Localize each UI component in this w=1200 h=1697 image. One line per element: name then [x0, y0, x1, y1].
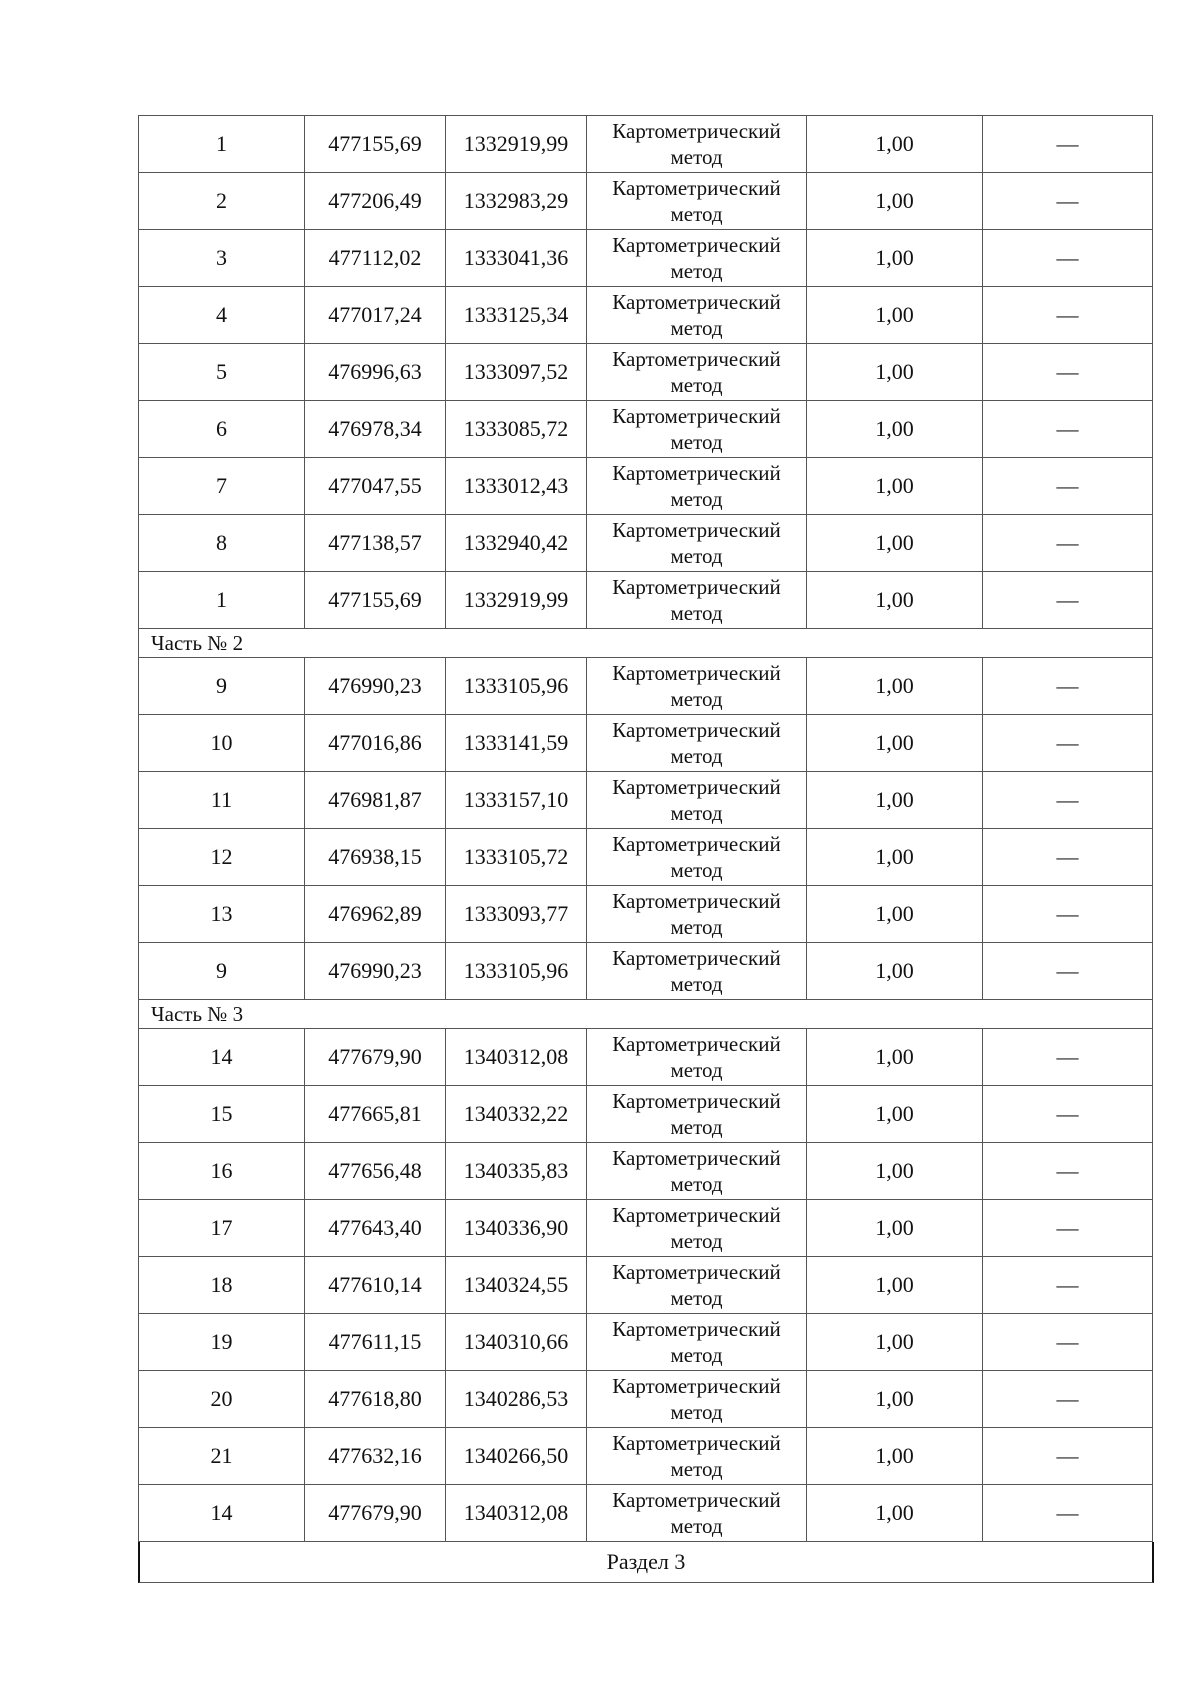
point-number-cell: 2	[139, 173, 305, 230]
document-page	[138, 115, 1152, 1583]
table-row	[139, 1029, 1153, 1086]
precision-cell: 1,00	[807, 1257, 983, 1314]
description-cell: —	[983, 1371, 1153, 1428]
y-coordinate-cell: 1340310,66	[446, 1314, 587, 1371]
table-row	[139, 1428, 1153, 1485]
description-cell: —	[983, 1257, 1153, 1314]
y-coordinate-cell: 1333097,52	[446, 344, 587, 401]
precision-cell: 1,00	[807, 173, 983, 230]
x-coordinate-cell: 476996,63	[305, 344, 446, 401]
y-coordinate-cell: 1332983,29	[446, 173, 587, 230]
method-cell: Картометрический метод	[587, 116, 807, 173]
method-cell: Картометрический метод	[587, 658, 807, 715]
x-coordinate-cell: 476978,34	[305, 401, 446, 458]
table-row	[139, 943, 1153, 1000]
table-row	[139, 715, 1153, 772]
x-coordinate-cell: 477206,49	[305, 173, 446, 230]
description-cell: —	[983, 886, 1153, 943]
method-cell: Картометрический метод	[587, 1257, 807, 1314]
x-coordinate-cell: 477047,55	[305, 458, 446, 515]
precision-cell: 1,00	[807, 943, 983, 1000]
precision-cell: 1,00	[807, 572, 983, 629]
x-coordinate-cell: 477618,80	[305, 1371, 446, 1428]
point-number-cell: 13	[139, 886, 305, 943]
method-cell: Картометрический метод	[587, 1314, 807, 1371]
y-coordinate-cell: 1332919,99	[446, 116, 587, 173]
point-number-cell: 20	[139, 1371, 305, 1428]
x-coordinate-cell: 476981,87	[305, 772, 446, 829]
point-number-cell: 11	[139, 772, 305, 829]
description-cell: —	[983, 772, 1153, 829]
method-cell: Картометрический метод	[587, 230, 807, 287]
precision-cell: 1,00	[807, 1200, 983, 1257]
point-number-cell: 17	[139, 1200, 305, 1257]
precision-cell: 1,00	[807, 658, 983, 715]
description-cell: —	[983, 1314, 1153, 1371]
point-number-cell: 1	[139, 572, 305, 629]
point-number-cell: 10	[139, 715, 305, 772]
precision-cell: 1,00	[807, 1086, 983, 1143]
point-number-cell: 14	[139, 1485, 305, 1542]
precision-cell: 1,00	[807, 1314, 983, 1371]
precision-cell: 1,00	[807, 829, 983, 886]
precision-cell: 1,00	[807, 458, 983, 515]
table-row	[139, 230, 1153, 287]
method-cell: Картометрический метод	[587, 886, 807, 943]
y-coordinate-cell: 1332940,42	[446, 515, 587, 572]
y-coordinate-cell: 1333093,77	[446, 886, 587, 943]
table-row	[139, 572, 1153, 629]
method-cell: Картометрический метод	[587, 458, 807, 515]
y-coordinate-cell: 1333105,72	[446, 829, 587, 886]
method-cell: Картометрический метод	[587, 1086, 807, 1143]
method-cell: Картометрический метод	[587, 943, 807, 1000]
description-cell: —	[983, 572, 1153, 629]
y-coordinate-cell: 1340266,50	[446, 1428, 587, 1485]
x-coordinate-cell: 476990,23	[305, 943, 446, 1000]
method-cell: Картометрический метод	[587, 401, 807, 458]
y-coordinate-cell: 1333125,34	[446, 287, 587, 344]
table-row	[139, 658, 1153, 715]
part-label: Часть № 2	[139, 629, 1153, 658]
description-cell: —	[983, 1485, 1153, 1542]
x-coordinate-cell: 477155,69	[305, 572, 446, 629]
x-coordinate-cell: 476938,15	[305, 829, 446, 886]
point-number-cell: 7	[139, 458, 305, 515]
table-row	[139, 772, 1153, 829]
description-cell: —	[983, 230, 1153, 287]
description-cell: —	[983, 943, 1153, 1000]
description-cell: —	[983, 829, 1153, 886]
precision-cell: 1,00	[807, 344, 983, 401]
description-cell: —	[983, 458, 1153, 515]
method-cell: Картометрический метод	[587, 715, 807, 772]
method-cell: Картометрический метод	[587, 287, 807, 344]
part-header-row	[139, 629, 1153, 658]
x-coordinate-cell: 476990,23	[305, 658, 446, 715]
point-number-cell: 1	[139, 116, 305, 173]
x-coordinate-cell: 477611,15	[305, 1314, 446, 1371]
table-row	[139, 287, 1153, 344]
x-coordinate-cell: 476962,89	[305, 886, 446, 943]
y-coordinate-cell: 1340324,55	[446, 1257, 587, 1314]
description-cell: —	[983, 1200, 1153, 1257]
method-cell: Картометрический метод	[587, 1143, 807, 1200]
point-number-cell: 16	[139, 1143, 305, 1200]
description-cell: —	[983, 1428, 1153, 1485]
y-coordinate-cell: 1333085,72	[446, 401, 587, 458]
precision-cell: 1,00	[807, 287, 983, 344]
method-cell: Картометрический метод	[587, 1029, 807, 1086]
part-header-row	[139, 1000, 1153, 1029]
y-coordinate-cell: 1340336,90	[446, 1200, 587, 1257]
x-coordinate-cell: 477656,48	[305, 1143, 446, 1200]
x-coordinate-cell: 477665,81	[305, 1086, 446, 1143]
precision-cell: 1,00	[807, 401, 983, 458]
point-number-cell: 5	[139, 344, 305, 401]
point-number-cell: 15	[139, 1086, 305, 1143]
method-cell: Картометрический метод	[587, 1371, 807, 1428]
x-coordinate-cell: 477016,86	[305, 715, 446, 772]
precision-cell: 1,00	[807, 1428, 983, 1485]
x-coordinate-cell: 477643,40	[305, 1200, 446, 1257]
method-cell: Картометрический метод	[587, 515, 807, 572]
table-row	[139, 829, 1153, 886]
precision-cell: 1,00	[807, 116, 983, 173]
precision-cell: 1,00	[807, 230, 983, 287]
point-number-cell: 14	[139, 1029, 305, 1086]
precision-cell: 1,00	[807, 1029, 983, 1086]
method-cell: Картометрический метод	[587, 1428, 807, 1485]
point-number-cell: 19	[139, 1314, 305, 1371]
y-coordinate-cell: 1333105,96	[446, 943, 587, 1000]
y-coordinate-cell: 1333157,10	[446, 772, 587, 829]
section-footer: Раздел 3	[138, 1542, 1154, 1583]
y-coordinate-cell: 1340332,22	[446, 1086, 587, 1143]
point-number-cell: 9	[139, 943, 305, 1000]
description-cell: —	[983, 173, 1153, 230]
description-cell: —	[983, 715, 1153, 772]
method-cell: Картометрический метод	[587, 1200, 807, 1257]
y-coordinate-cell: 1340286,53	[446, 1371, 587, 1428]
y-coordinate-cell: 1332919,99	[446, 572, 587, 629]
y-coordinate-cell: 1340335,83	[446, 1143, 587, 1200]
method-cell: Картометрический метод	[587, 772, 807, 829]
table-row	[139, 401, 1153, 458]
description-cell: —	[983, 401, 1153, 458]
description-cell: —	[983, 1029, 1153, 1086]
method-cell: Картометрический метод	[587, 1485, 807, 1542]
y-coordinate-cell: 1333041,36	[446, 230, 587, 287]
y-coordinate-cell: 1340312,08	[446, 1485, 587, 1542]
table-row	[139, 1485, 1153, 1542]
method-cell: Картометрический метод	[587, 344, 807, 401]
x-coordinate-cell: 477679,90	[305, 1029, 446, 1086]
point-number-cell: 8	[139, 515, 305, 572]
table-row	[139, 1371, 1153, 1428]
table-row	[139, 515, 1153, 572]
table-row	[139, 1314, 1153, 1371]
coordinates-table	[138, 115, 1153, 1542]
table-row	[139, 458, 1153, 515]
y-coordinate-cell: 1340312,08	[446, 1029, 587, 1086]
precision-cell: 1,00	[807, 715, 983, 772]
table-row	[139, 1143, 1153, 1200]
precision-cell: 1,00	[807, 515, 983, 572]
coordinates-table-body	[139, 116, 1153, 1542]
table-row	[139, 116, 1153, 173]
table-row	[139, 1200, 1153, 1257]
x-coordinate-cell: 477155,69	[305, 116, 446, 173]
point-number-cell: 9	[139, 658, 305, 715]
description-cell: —	[983, 658, 1153, 715]
table-row	[139, 886, 1153, 943]
precision-cell: 1,00	[807, 772, 983, 829]
y-coordinate-cell: 1333012,43	[446, 458, 587, 515]
point-number-cell: 12	[139, 829, 305, 886]
x-coordinate-cell: 477138,57	[305, 515, 446, 572]
point-number-cell: 4	[139, 287, 305, 344]
description-cell: —	[983, 1086, 1153, 1143]
x-coordinate-cell: 477017,24	[305, 287, 446, 344]
description-cell: —	[983, 344, 1153, 401]
point-number-cell: 3	[139, 230, 305, 287]
x-coordinate-cell: 477632,16	[305, 1428, 446, 1485]
y-coordinate-cell: 1333141,59	[446, 715, 587, 772]
table-row	[139, 173, 1153, 230]
point-number-cell: 18	[139, 1257, 305, 1314]
description-cell: —	[983, 116, 1153, 173]
x-coordinate-cell: 477112,02	[305, 230, 446, 287]
point-number-cell: 21	[139, 1428, 305, 1485]
description-cell: —	[983, 515, 1153, 572]
y-coordinate-cell: 1333105,96	[446, 658, 587, 715]
x-coordinate-cell: 477679,90	[305, 1485, 446, 1542]
table-row	[139, 1086, 1153, 1143]
precision-cell: 1,00	[807, 1143, 983, 1200]
method-cell: Картометрический метод	[587, 829, 807, 886]
point-number-cell: 6	[139, 401, 305, 458]
x-coordinate-cell: 477610,14	[305, 1257, 446, 1314]
part-label: Часть № 3	[139, 1000, 1153, 1029]
description-cell: —	[983, 1143, 1153, 1200]
table-row	[139, 1257, 1153, 1314]
precision-cell: 1,00	[807, 1371, 983, 1428]
description-cell: —	[983, 287, 1153, 344]
method-cell: Картометрический метод	[587, 572, 807, 629]
precision-cell: 1,00	[807, 1485, 983, 1542]
method-cell: Картометрический метод	[587, 173, 807, 230]
precision-cell: 1,00	[807, 886, 983, 943]
table-row	[139, 344, 1153, 401]
